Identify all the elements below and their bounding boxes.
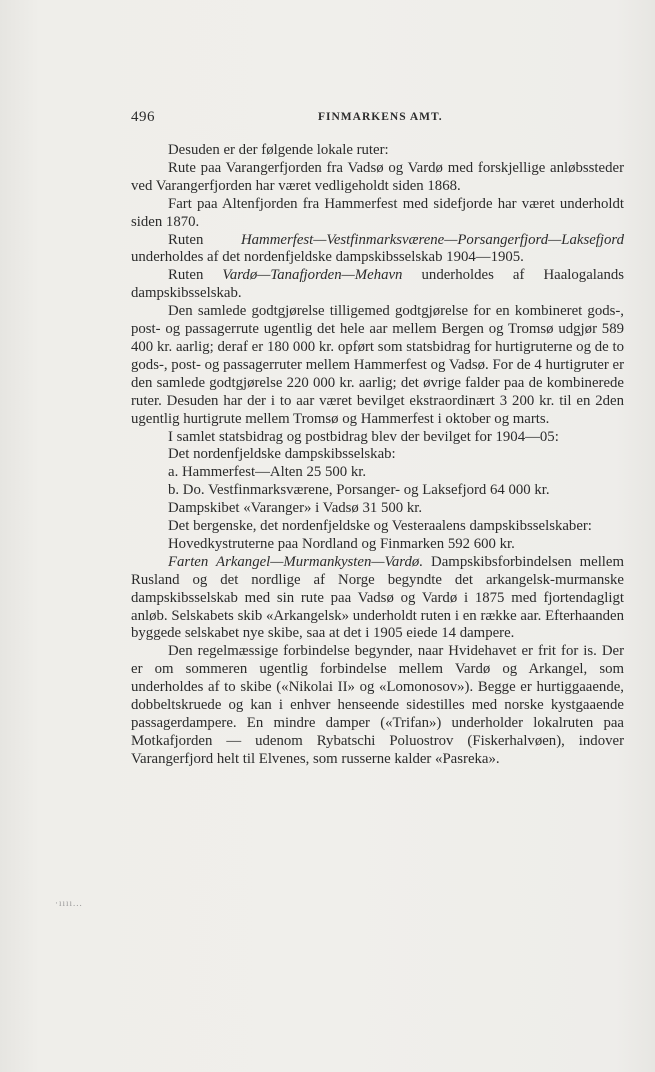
paragraph: Det bergenske, det nordenfjeldske og Vesteraalens dampskibsselskaber: — [168, 518, 592, 535]
paragraph-text: Dampskibsforbindelsen mellem Rusland og det nordlige af Norge begyndte det arkangelsk-murmanske dampskibsselskab med sin rute paa Vadsø og Vardø i 1875 med fjortendagligt anløb. Selskabets skib «Arkangelsk» underholdt ruten i en række aar. Efterhaanden byggede selskabet nye skibe, saa at det i 1905 eiede 14 dampere. — [131, 553, 625, 642]
list-item: Hovedkystruterne paa Nordland og Finmarken 592 600 kr. — [168, 535, 515, 552]
paragraph-text: underholdes af det nordenfjeldske dampskibsselskab 1904—1905. — [131, 249, 524, 266]
paragraph: Fart paa Altenfjorden fra Hammerfest med sidefjorde har været underholdt siden 1870. — [131, 195, 624, 230]
paragraph-text: underholdes af Haalogalands dampskibsselskab. — [131, 267, 625, 302]
paragraph: Den regelmæssige forbindelse begynder, naar Hvidehavet er frit for is. Der er om sommeren ugentlig forbindelse mellem Vardø og Arkangel, som underholdes af to skibe («Nikolai II» og «Lomonosov»). Begge er hurtiggaaende, dobbeltskruede og kan i enhver henseende sidestilles med norske kystgaaende passagerdampere. En mindre damper («Trifan») underholder lokalruten paa Motkafjorden — udenom Rybatschi Poluostrov (Fiskerhalvøen), indover Varangerfjord helt til Elvenes, som russerne kalder «Pasreka». — [131, 643, 624, 767]
page-number: 496 — [131, 109, 155, 125]
margin-mark: ·ıııı... — [55, 898, 83, 908]
paragraph — [131, 554, 624, 644]
paragraph-italic: Farten Arkangel—Murmankysten—Vardø. — [168, 553, 424, 570]
list-item: b. Do. Vestfinmarksværene, Porsanger- og Laksefjord 64 000 kr. — [168, 482, 550, 499]
paragraph: Dampskibet «Varanger» i Vadsø 31 500 kr. — [168, 500, 423, 517]
body-text — [131, 142, 624, 769]
paragraph-text: Ruten — [168, 231, 241, 248]
paragraph: Den samlede godtgjørelse tilligemed godtgjørelse for en kombineret gods-, post- og passagerrute ugentlig det hele aar mellem Bergen og Tromsø udgjør 589 400 kr. aarlig; deraf er 180 000 kr. opført som statsbidrag for hurtigruterne og de to gods-, post- og passagerruter mellem Hammerfest og Vadsø. For de 4 hurtigruter er den samlede godtgjørelse 220 000 kr. aarlig; det øvrige falder paa de kombinerede ruter. Desuden har der i to aar været bevilget ekstraordinært 3 200 kr. til en 2den ugentlig hurtigrute mellem Tromsø og Hammerfest i oktober og marts. — [131, 303, 624, 427]
paragraph-text: Ruten — [168, 267, 223, 284]
paragraph — [131, 232, 624, 268]
paragraph: Desuden er der følgende lokale ruter: — [168, 142, 389, 158]
paragraph: Det nordenfjeldske dampskibsselskab: — [168, 446, 396, 463]
paragraph: I samlet statsbidrag og postbidrag blev der bevilget for 1904—05: — [168, 428, 559, 445]
paragraph-italic: Hammerfest—Vestfinmarksværene—Porsangerfjord—Laksefjord — [240, 231, 624, 248]
paragraph: Rute paa Varangerfjorden fra Vadsø og Vardø med forskjellige anløbssteder ved Varangerfjorden har været vedligeholdt siden 1868. — [131, 159, 624, 194]
list-item: a. Hammerfest—Alten 25 500 kr. — [168, 464, 367, 481]
paragraph — [131, 267, 624, 303]
running-head: FINMARKENS AMT. — [318, 111, 443, 123]
paragraph-italic: Vardø—Tanafjorden—Mehavn — [222, 267, 403, 284]
page-header — [131, 109, 627, 129]
